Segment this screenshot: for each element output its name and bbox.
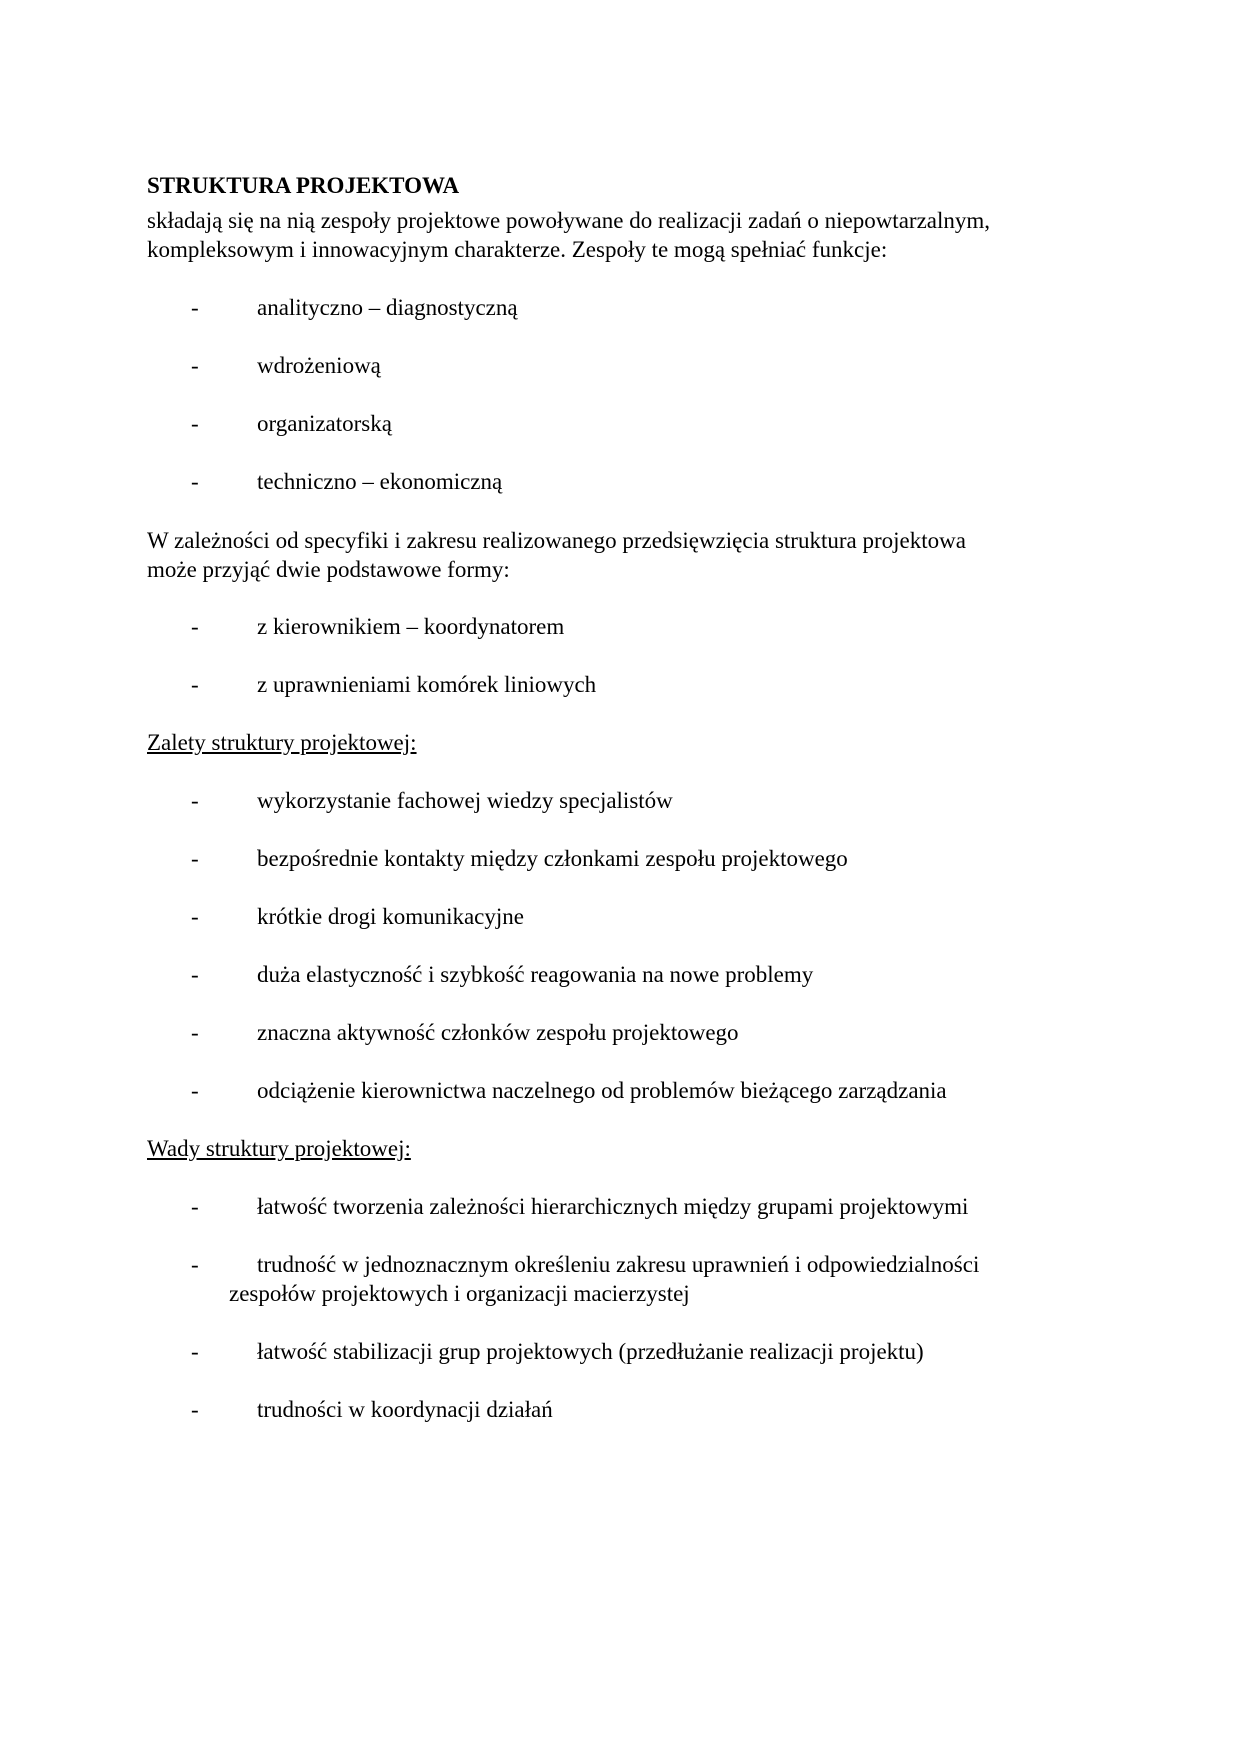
dash-bullet: - xyxy=(191,904,199,929)
dash-bullet: - xyxy=(191,846,199,871)
intro-line-1: składają się na nią zespoły projektowe powoływane do realizacji zadań o niepowtarzalnym, xyxy=(147,208,991,233)
advantages-heading: Zalety struktury projektowej: xyxy=(147,730,417,755)
dash-bullet: - xyxy=(191,1339,199,1364)
dash-bullet: - xyxy=(191,614,199,639)
dash-bullet: - xyxy=(191,469,199,494)
document-title: STRUKTURA PROJEKTOWA xyxy=(147,173,460,198)
list-item-text: duża elastyczność i szybkość reagowania na nowe problemy xyxy=(257,962,814,987)
list-item-text: krótkie drogi komunikacyjne xyxy=(257,904,524,929)
list-item-text: organizatorską xyxy=(257,411,392,436)
list-item-text: znaczna aktywność członków zespołu projektowego xyxy=(257,1020,739,1045)
dash-bullet: - xyxy=(191,1397,199,1422)
list-item-text: z uprawnieniami komórek liniowych xyxy=(257,672,597,697)
dash-bullet: - xyxy=(191,1194,199,1219)
dash-bullet: - xyxy=(191,1078,199,1103)
dash-bullet: - xyxy=(191,295,199,320)
list-item-text: wykorzystanie fachowej wiedzy specjalistów xyxy=(257,788,673,813)
list-item-text: analityczno – diagnostyczną xyxy=(257,295,518,320)
list-item-text: trudność w jednoznacznym określeniu zakresu uprawnień i odpowiedzialności xyxy=(257,1252,980,1277)
dash-bullet: - xyxy=(191,1252,199,1277)
forms-intro-line-2: może przyjąć dwie podstawowe formy: xyxy=(147,557,510,582)
dash-bullet: - xyxy=(191,788,199,813)
dash-bullet: - xyxy=(191,962,199,987)
list-item-text: łatwość stabilizacji grup projektowych (przedłużanie realizacji projektu) xyxy=(257,1339,924,1364)
list-item-continuation: zespołów projektowych i organizacji macierzystej xyxy=(229,1281,690,1306)
intro-line-2: kompleksowym i innowacyjnym charakterze. Zespoły te mogą spełniać funkcje: xyxy=(147,237,888,262)
forms-intro-line-1: W zależności od specyfiki i zakresu realizowanego przedsięwzięcia struktura projektowa xyxy=(147,528,966,553)
disadvantages-heading: Wady struktury projektowej: xyxy=(147,1136,411,1161)
list-item-text: łatwość tworzenia zależności hierarchicznych między grupami projektowymi xyxy=(257,1194,969,1219)
dash-bullet: - xyxy=(191,353,199,378)
list-item-text: trudności w koordynacji działań xyxy=(257,1397,553,1422)
list-item-text: z kierownikiem – koordynatorem xyxy=(257,614,565,639)
list-item-text: techniczno – ekonomiczną xyxy=(257,469,503,494)
list-item-text: odciążenie kierownictwa naczelnego od problemów bieżącego zarządzania xyxy=(257,1078,947,1103)
list-item-text: wdrożeniową xyxy=(257,353,381,378)
dash-bullet: - xyxy=(191,1020,199,1045)
dash-bullet: - xyxy=(191,672,199,697)
dash-bullet: - xyxy=(191,411,199,436)
list-item-text: bezpośrednie kontakty między członkami zespołu projektowego xyxy=(257,846,848,871)
